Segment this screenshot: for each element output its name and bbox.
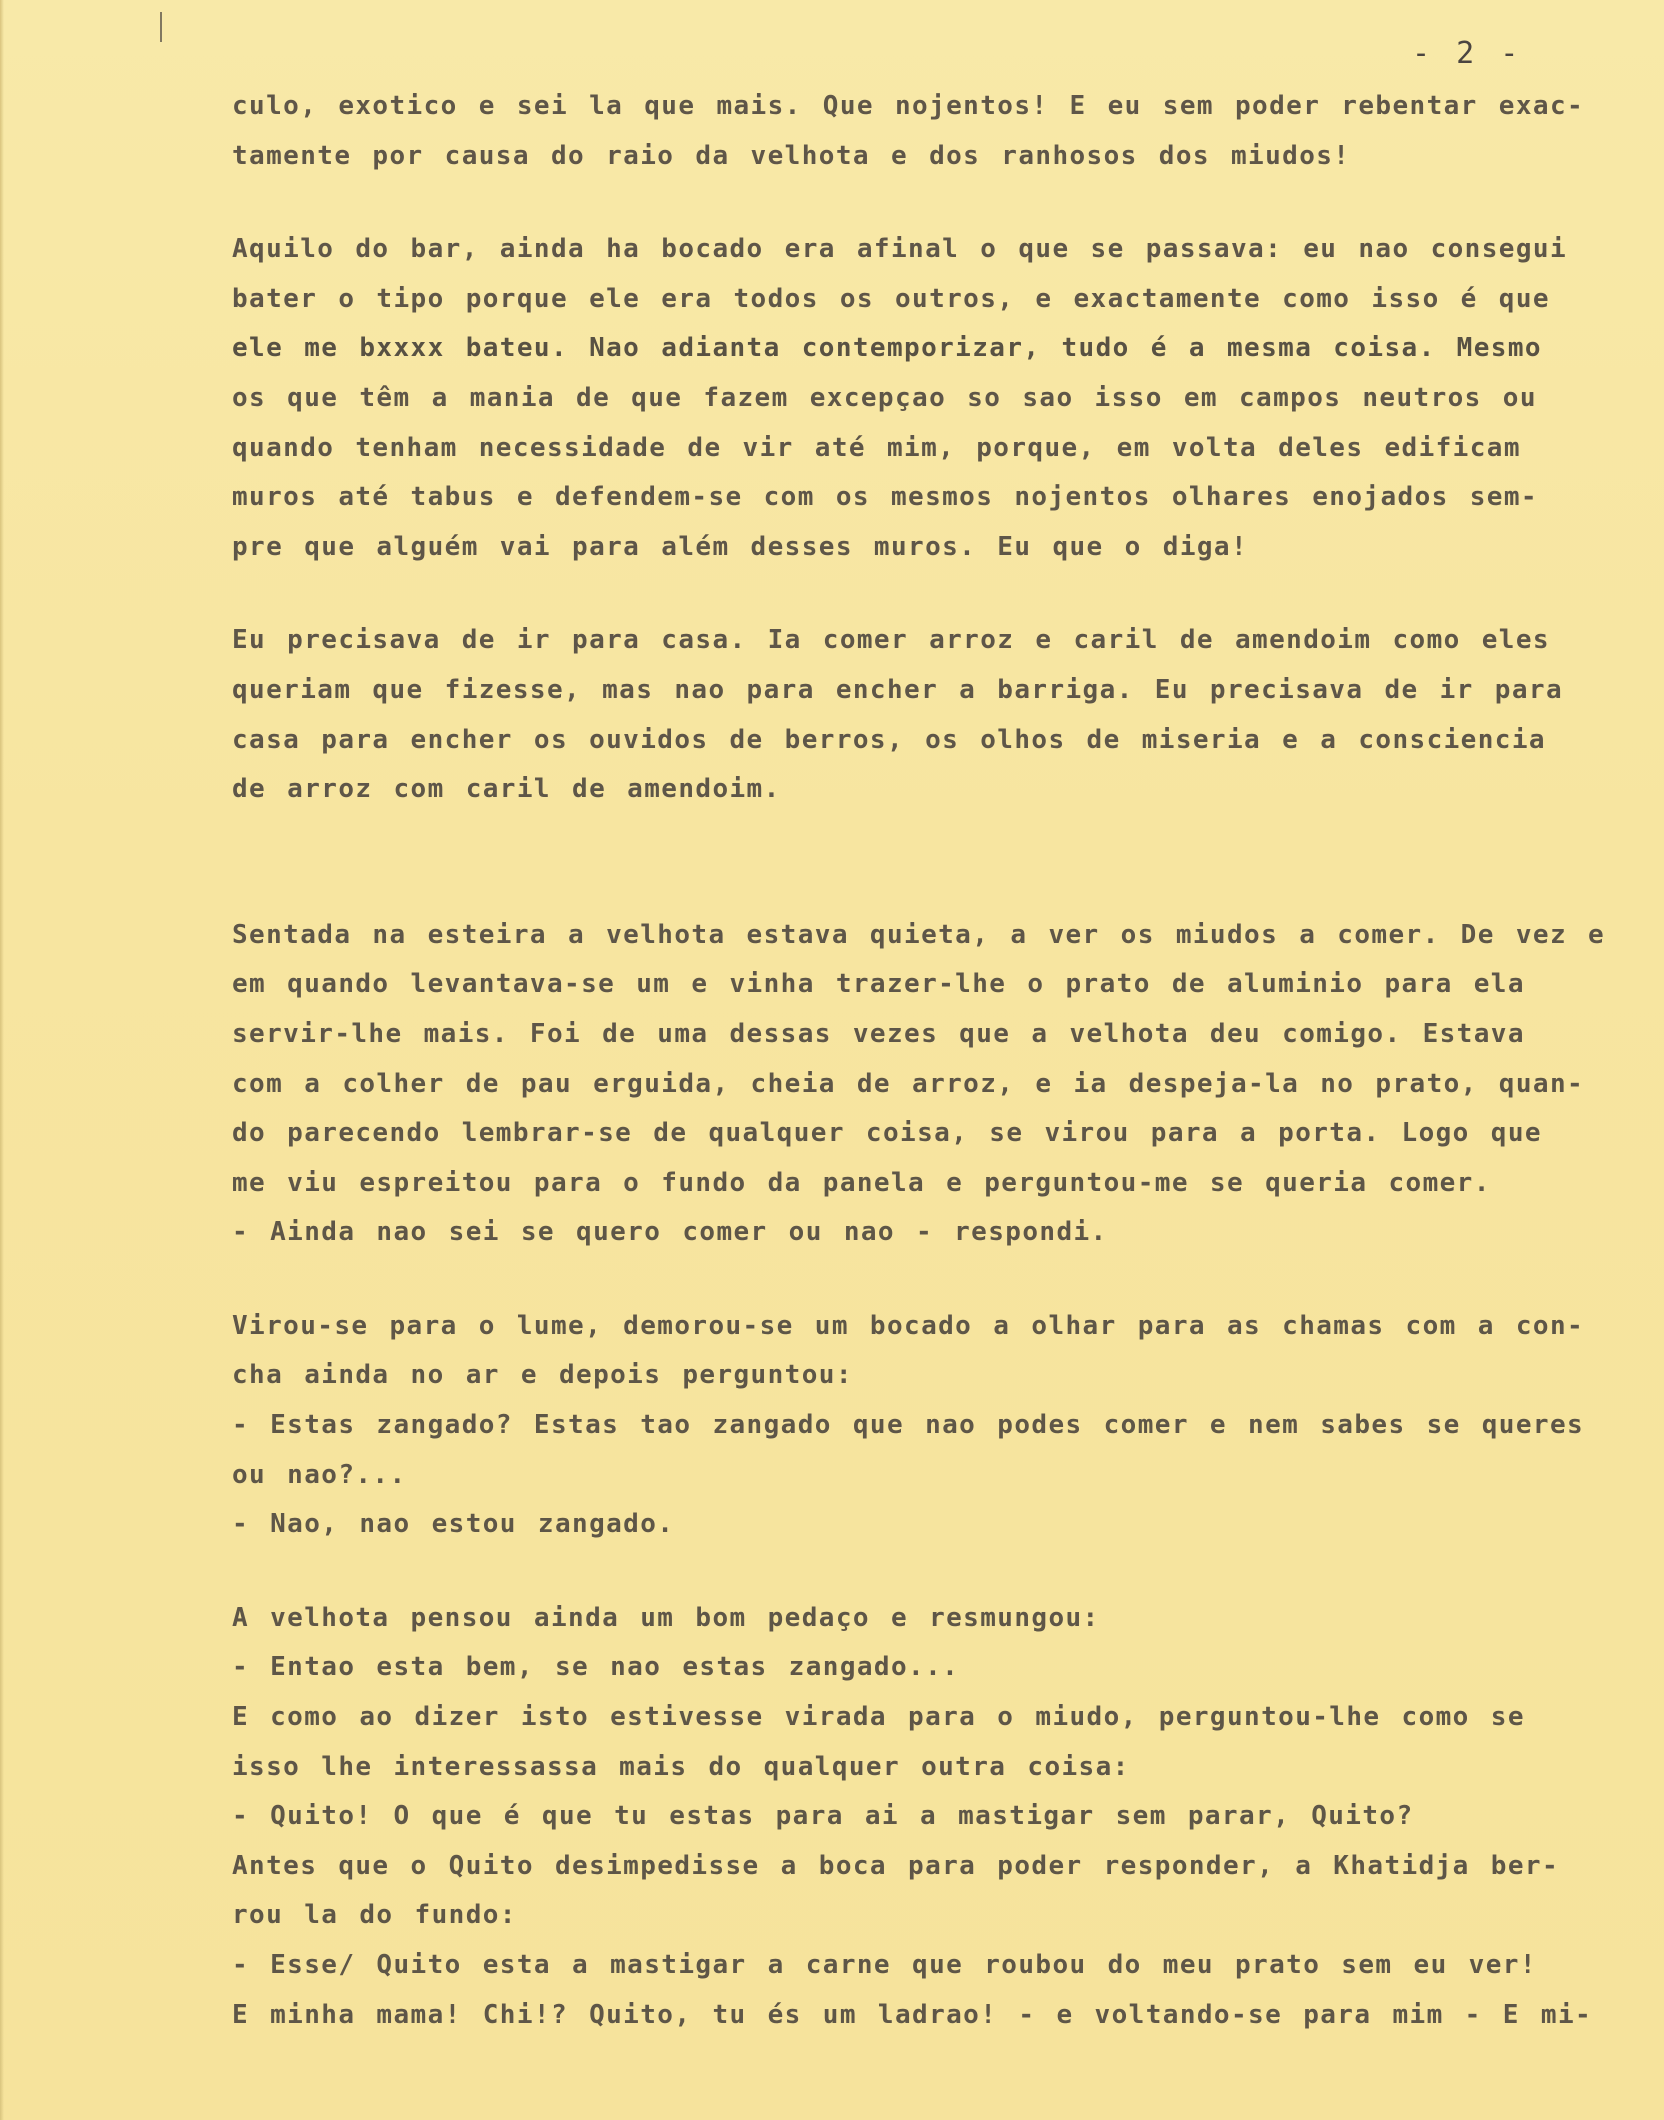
dialogue-line: - Esse/ Quito esta a mastigar a carne que roubou do meu prato sem eu ver! (232, 1950, 1537, 1980)
dialogue-line: - Nao, nao estou zangado. (232, 1509, 675, 1540)
text-line: do parecendo lembrar-se de qualquer coisa, se virou para a porta. Logo que (232, 1118, 1542, 1149)
margin-mark (160, 12, 162, 42)
dialogue-line: - Estas zangado? Estas tao zangado que nao podes comer e nem sabes se queres (232, 1410, 1585, 1441)
text-line: A velhota pensou ainda um bom pedaço e resmungou: (232, 1602, 1100, 1633)
text-line: os que têm a mania de que fazem excepçao so sao isso em campos neutros ou (232, 382, 1537, 413)
text-line: Antes que o Quito desimpedisse a boca para poder responder, a Khatidja ber- (232, 1850, 1559, 1881)
text-line: rou la do fundo: (232, 1900, 517, 1931)
text-line: Sentada na esteira a velhota estava quieta, a ver os miudos a comer. De vez e (232, 919, 1606, 950)
dialogue-line: - Quito! O que é que tu estas para ai a mastigar sem parar, Quito? (232, 1801, 1414, 1832)
dialogue-line: - Ainda nao sei se quero comer ou nao - respondi. (232, 1217, 1108, 1248)
text-line: muros até tabus e defendem-se com os mesmos nojentos olhares enojados sem- (232, 482, 1538, 513)
text-line: culo, exotico e sei la que mais. Que nojentos! E eu sem poder rebentar exac- (232, 91, 1585, 121)
paragraph-2 (232, 225, 1652, 572)
text-line: E como ao dizer isto estivesse virada para o miudo, perguntou-lhe como se (232, 1702, 1525, 1733)
text-line: servir-lhe mais. Foi de uma dessas vezes que a velhota deu comigo. Estava (232, 1018, 1525, 1049)
text-line: isso lhe interessassa mais do qualquer outra coisa: (232, 1751, 1130, 1782)
text-line: E minha mama! Chi!? Quito, tu és um ladrao! - e voltando-se para mim - E mi- (232, 1999, 1593, 2030)
text-line: quando tenham necessidade de vir até mim, porque, em volta deles edificam (232, 432, 1521, 463)
text-line: ou nao?... (232, 1459, 407, 1490)
text-line: pre que alguém vai para além desses muros. Eu que o diga! (232, 531, 1249, 562)
paragraph-1 (232, 82, 1652, 181)
text-line: Virou-se para o lume, demorou-se um bocado a olhar para as chamas com a con- (232, 1310, 1585, 1341)
paper-edge-shadow (0, 0, 4, 2120)
text-line: em quando levantava-se um e vinha trazer-lhe o prato de aluminio para ela (232, 969, 1525, 1000)
paragraph-3 (232, 616, 1652, 814)
text-line: cha ainda no ar e depois perguntou: (232, 1360, 853, 1391)
text-line: casa para encher os ouvidos de berros, os olhos de miseria e a consciencia (232, 724, 1546, 755)
text-line: tamente por causa do raio da velhota e dos ranhosos dos miudos! (232, 140, 1351, 171)
text-line: queriam que fizesse, mas nao para encher a barriga. Eu precisava de ir para (232, 674, 1563, 705)
text-line: Eu precisava de ir para casa. Ia comer arroz e caril de amendoim como eles (232, 625, 1550, 656)
paragraph-4 (232, 911, 1652, 1258)
page-number: - 2 - (1412, 36, 1523, 71)
paragraph-6 (232, 1594, 1652, 2040)
text-line: Aquilo do bar, ainda ha bocado era afinal o que se passava: eu nao consegui (232, 234, 1567, 265)
text-line-with-strikeover: ele me bxxxx bateu. Nao adianta contemporizar, tudo é a mesma coisa. Mesmo (232, 333, 1542, 364)
text-line: bater o tipo porque ele era todos os outros, e exactamente como isso é que (232, 283, 1550, 314)
text-line: de arroz com caril de amendoim. (232, 774, 781, 805)
text-line: me viu espreitou para o fundo da panela e perguntou-me se queria comer. (232, 1167, 1491, 1198)
dialogue-line: - Entao esta bem, se nao estas zangado... (232, 1652, 960, 1683)
body-text (232, 82, 1652, 2084)
text-line: com a colher de pau erguida, cheia de arroz, e ia despeja-la no prato, quan- (232, 1068, 1585, 1099)
paragraph-5 (232, 1302, 1652, 1550)
